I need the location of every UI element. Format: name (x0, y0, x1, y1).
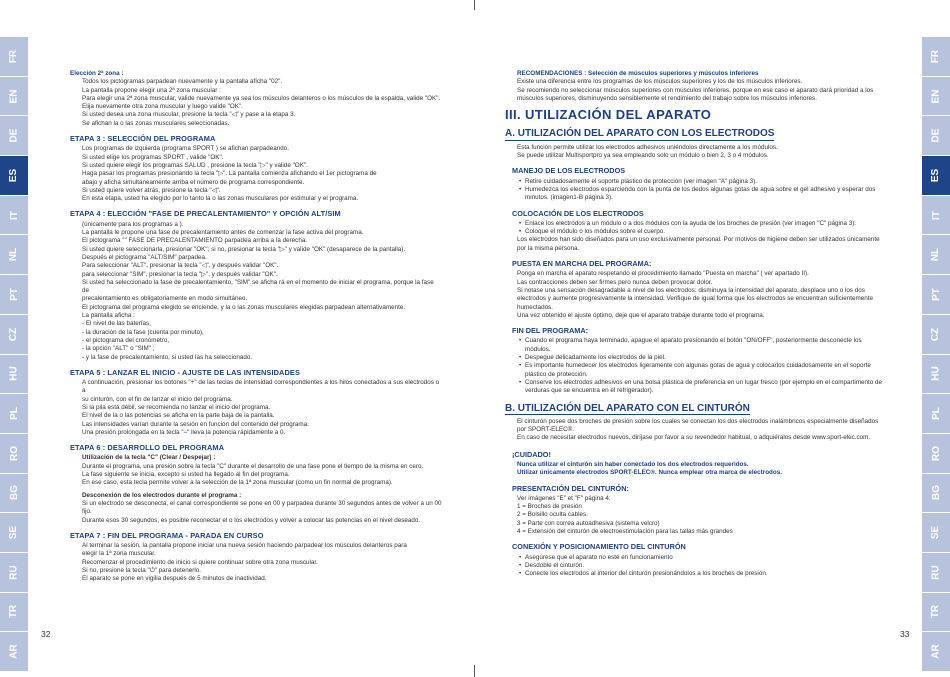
etapa3-title: ETAPA 3 : SELECCIÓN DEL PROGRAMA (70, 134, 216, 144)
text-line: 1 = Broches de presión (517, 503, 582, 511)
text-line: para seleccionar "SIM", presionar la tecla "▷", y después validar "OK". (82, 270, 278, 278)
language-tab-label: DE (930, 128, 942, 143)
language-tab-label: PL (930, 407, 942, 420)
language-tab-nl-left[interactable] (0, 235, 28, 275)
text-line: Nunca utilizar el cinturón sin haber conectado los dos electrodos requeridos. (517, 460, 749, 468)
text-line: Una presión prolongada en la tecla "–" lleva la potencia rápidamente a 0. (82, 428, 286, 436)
page-number-left: 32 (41, 629, 51, 639)
text-line: Si no, presione la tecla "⏻" para detenerlo. (82, 567, 202, 575)
language-tab-label: BG (930, 485, 942, 501)
language-tab-fr-left[interactable] (0, 37, 28, 77)
text-line: Para elegir una 2ª zona muscular, valide nuevamente ya sea los músculos delanteros o los músculos de la espalda, valide "OK". (82, 94, 441, 102)
text-line: Utilizar únicamente electrodos SPORT-ELEC®. Nunca emplear otra marca de electrodos. (517, 469, 782, 477)
language-tab-ro-left[interactable] (0, 434, 28, 474)
fin-list (505, 337, 885, 395)
list-item: • Es importante humedecer los electrodos ligeramente con algunas gotas de agua y colocarlos cuidadosamente en el soporte plástico de protección. (525, 362, 885, 379)
language-tab-label: EN (930, 89, 942, 103)
language-tab-label: RU (930, 565, 942, 580)
recommendations-title: RECOMENDACIONES : Selección de músculos superiores y músculos inferiores (517, 70, 759, 77)
text-line: La pantalla aficha : (82, 312, 135, 320)
text-line: - El nivel de las baterías, (82, 320, 151, 328)
page-number-right: 33 (900, 629, 910, 639)
list-item: • Enlace los electrodos a un módulo o a dos módulos con la ayuda de los broches de presión (ver imagen "C" página 3). (525, 220, 885, 228)
language-tab-hu-right[interactable] (922, 355, 950, 395)
language-tab-ro-right[interactable] (922, 434, 950, 474)
text-line: Elija nuevamente otra zona muscular y luego valide "OK". (82, 103, 243, 111)
conexion-list (505, 554, 885, 579)
language-tab-hu-left[interactable] (0, 355, 28, 395)
language-tab-label: BG (8, 485, 20, 501)
etapa4-title: ETAPA 4 : ELECCIÓN "FASE DE PRECALENTAMIENTO" Y OPCIÓN ALT/SIM (70, 209, 341, 219)
text-line: Los programas de izquierda (programa SPORT ) se afichan parpadeando. (82, 145, 289, 153)
text-line: Si notase una sensación desagradable a nivel de los electrodos: disminuya la intensidad del aparato, desplace uno o los dos electrodos y aumente progresivamente la intensidad. Verifique de igual forma que los electrodos se encuentran suficientemente humectados. (517, 286, 873, 311)
text-line: 3 = Parte con correa autoadhesiva (sistema velcro) (517, 519, 660, 527)
list-item: • Asegúrese que el aparato no esté en funcionamiento (525, 554, 885, 562)
text-line: El cinturón posee dos broches de presión sobre los cuales se conectan los dos electrodos inalámbricos especialmente diseñados por SPORT-ELEC®. (517, 417, 879, 434)
language-tab-label: ES (8, 168, 20, 183)
text-line: - y la fase de precalentamiento, si usted las ha seleccionado. (82, 353, 253, 361)
language-tab-tr-right[interactable] (922, 593, 950, 633)
language-tab-ru-left[interactable] (0, 553, 28, 593)
text-line: su cinturón, con el fin de lanzar el inicio del programa. (82, 395, 233, 403)
text-line: La pantalla propone elegir una 2ª zona muscular : (82, 86, 221, 94)
text-line: Si usted quiere seleccionarla, presionar "OK"; si no, presionar la tecla "▷" y valide "OK" (desaparece de la pantalla). (82, 245, 406, 253)
puesta-text (517, 270, 885, 320)
etapa3-text (82, 145, 442, 203)
text-line: (únicamente para los programas a ). (82, 220, 184, 228)
language-tab-label: AR (930, 644, 942, 659)
text-line: Se afichan la o las zonas musculares seleccionadas. (82, 119, 230, 127)
text-line: Se recomiendo no seleccionar músculos superiores con músculos inferiores, porque en ese caso el aparato dará prioridad a los (517, 86, 874, 94)
language-tab-ar-right[interactable] (922, 632, 950, 672)
text-line: Se puede utilizar Multisportpro ya sea empleando solo un módulo o bien 2, 3 o 4 módulos. (517, 152, 769, 160)
section-b-title: B. UTILIZACIÓN DEL APARATO CON EL CINTURÓN (505, 402, 750, 414)
language-tab-en-left[interactable] (0, 77, 28, 117)
colocacion-note: Los electrodos han sido diseñados para un uso exclusivamente personal. Por motivos de higiene deben ser utilizados únicamente por la misma persona. (517, 236, 880, 252)
colocacion-list (505, 220, 885, 237)
text-line: En esta etapa, usted ha elegido por lo tanto la o las zonas musculares por estimular y el programa. (82, 195, 359, 203)
right-page-content (505, 70, 885, 579)
language-tab-se-right[interactable] (922, 513, 950, 553)
etapa6-text-clear (82, 463, 442, 488)
language-tab-cz-left[interactable] (0, 315, 28, 355)
text-line: El aparato se pone en vigilia después de 5 minutos de inactividad. (82, 575, 267, 583)
conexion-title: CONEXIÓN Y POSICIONAMIENTO DEL CINTURÓN (512, 542, 686, 552)
language-tab-label: CZ (930, 327, 942, 341)
language-tab-es-left[interactable] (0, 156, 28, 196)
section-a-title: A. UTILIZACIÓN DEL APARATO CON LOS ELECTRODOS (505, 128, 775, 140)
list-item: • Desdoble el cinturón. (525, 562, 885, 570)
list-item: • Coloque el módulo o los módulos sobre el cuerpo. (525, 228, 885, 236)
section-a-text (517, 144, 885, 161)
list-item: • Cuando el programa haya terminado, apague el aparato presionando el botón "ON/OFF", posteriormente desconecte los módulos. (525, 337, 885, 354)
list-item: • Despegue delicadamente los electrodos de la piel. (525, 354, 885, 362)
language-tab-it-left[interactable] (0, 196, 28, 236)
language-tab-de-left[interactable] (0, 116, 28, 156)
text-line: Durante esos 30 segundos, es posible reconectar el o los electrodos y volver a colocar las potencias en el nivel deseado. (82, 516, 421, 524)
text-line: Ver imágenes "E" et "F" página 4: (517, 494, 611, 502)
etapa5-title: ETAPA 5 : LANZAR EL INICIO - AJUSTE DE LAS INTENSIDADES (70, 367, 300, 377)
text-line: - el pictograma del cronómetro, (82, 336, 170, 344)
language-tab-ru-right[interactable] (922, 553, 950, 593)
text-line: abajo y aficha simultáneamente arriba el número de programa correspondiente. (82, 178, 305, 186)
etapa6-text-disconnect (82, 500, 442, 525)
language-tab-se-left[interactable] (0, 513, 28, 553)
language-tab-label: PT (930, 288, 942, 301)
text-line: En ese caso, esta tecla permite volver a la selección de la 1ª zona muscular (como un fin normal de programa). (82, 479, 393, 487)
language-tab-es-right[interactable] (922, 156, 950, 196)
cuidado-text (517, 461, 885, 478)
text-line: Haga pasar los programas presionando la tecla "▷". La pantalla comienza afichando el 1er pictograma de (82, 170, 377, 178)
language-tab-pt-left[interactable] (0, 275, 28, 315)
language-tab-pt-right[interactable] (922, 275, 950, 315)
language-tab-label: SE (8, 525, 20, 540)
language-tab-tr-left[interactable] (0, 593, 28, 633)
language-tab-label: FR (8, 49, 20, 64)
language-tab-label: NL (930, 248, 942, 262)
language-tabs-left (0, 37, 28, 672)
text-line: Ponga en marcha el aparato respetando el procedimiento llamado "Puesta en marcha" ( ver apartado II). (517, 270, 809, 278)
text-line: Al terminar la sesión, la pantalla propone iniciar una nueva sesión haciendo parpadear los músculos delanteros para (82, 542, 407, 550)
left-page-content (70, 70, 442, 584)
text-line: Existe una diferencia entre los programas de los músculos superiores y los de los músculos inferiores. (517, 78, 803, 86)
list-item: • Retire cuidadosamente el soporte plástico de protección (ver imagen "A" página 3). (525, 178, 885, 186)
etapa7-title: ETAPA 7 : FIN DEL PROGRAMA - PARADA EN CURSO (70, 530, 264, 540)
list-item: • Humedezca los electrodos esparciendo con la punta de los dedos algunas gotas de agua sobre el gel adhesivo y esperar dos minutos. (imagen1-B página 3). (525, 186, 885, 203)
language-tab-pl-right[interactable] (922, 394, 950, 434)
language-tab-label: RO (930, 445, 942, 461)
text-line: En caso de necesitar electrodos nuevos, diríjase por favor a su revendedor habitual, o adquiéralos desde www.sport-elec.com. (517, 434, 871, 442)
language-tab-label: AR (8, 644, 20, 659)
language-tab-label: RO (8, 445, 20, 461)
language-tab-label: PL (8, 407, 20, 420)
text-line: Una vez obtenido el ajuste óptimo, deje que el aparato trabaje durante todo el programa. (517, 311, 765, 319)
language-tab-bg-right[interactable] (922, 474, 950, 514)
etapa5-text (82, 379, 442, 437)
text-line: Si la pila está débil, se recomienda no lanzar el inicio del programa. (82, 403, 271, 411)
language-tab-label: ES (930, 168, 942, 183)
etapa6-title: ETAPA 6 : DESARROLLO DEL PROGRAMA (70, 443, 225, 453)
language-tab-de-right[interactable] (922, 116, 950, 156)
text-line: Esta función permite utilizar los electrodos adhesivos uniéndolos directamente a los módulos. (517, 143, 778, 151)
crop-mark-top (474, 0, 475, 10)
text-line: Después el pictograma "ALT/SIM" parpadea. (82, 253, 207, 261)
puesta-title: PUESTA EN MARCHA DEL PROGRAMA: (512, 259, 652, 269)
text-line: El pictograma "" FASE DE PRECALENTAMIENTO parpadea arriba a la derecha. (82, 237, 308, 245)
recommendations-text (517, 78, 885, 103)
language-tabs-right (922, 37, 950, 672)
text-line: 4 = Extensión del cinturón de electroestimulación para las tallas más grandes (517, 528, 733, 536)
language-tab-label: IT (8, 210, 20, 220)
language-tab-pl-left[interactable] (0, 394, 28, 434)
list-item: • Conecte los electrodos al interior del cinturón presionándolos a los broches de presión. (525, 570, 885, 578)
language-tab-label: EN (8, 89, 20, 103)
main-section-title: III. UTILIZACIÓN DEL APARATO (505, 107, 712, 123)
text-line: Las intensidades varían durante la sesión en función del contenido del programa. (82, 420, 309, 428)
presentacion-title: PRESENTACIÓN DEL CINTURÓN: (512, 483, 629, 493)
text-line: Si usted desea una zona muscular, presione la tecla "◁" y pase a la etapa 3. (82, 111, 296, 119)
etapa6-subtitle-disconnect: Desconexión de los electrodos durante el programa : (82, 491, 242, 499)
text-line: - la opción "ALT" o "SIM" ; (82, 345, 155, 353)
language-tab-label: FR (930, 49, 942, 64)
language-tab-label: CZ (8, 327, 20, 341)
text-line: Las contracciones deben ser firmes pero nunca deben provocar dolor. (517, 278, 713, 286)
language-tab-cz-right[interactable] (922, 315, 950, 355)
text-line: El pictograma del programa elegido se enciende, y la o las zonas musculares elegidas parpadean alternativamente. (82, 303, 406, 311)
text-line: músculos superiores, disminuyendo sensiblemente el rendimiento del trabajo sobre los músculos inferiores. (517, 94, 817, 102)
language-tab-label: IT (930, 210, 942, 220)
text-line: 2 = Bolsillo oculta cables. (517, 511, 588, 519)
text-line: Si usted elige los programas SPORT , valide "OK". (82, 153, 224, 161)
text-line: Para seleccionar "ALT", presionar la tecla "◁", y después validar "OK". (82, 262, 279, 270)
text-line: elegir la 1ª zona muscular. (82, 550, 156, 558)
etapa6-subtitle-clear: Utilización de la tecla "C" (Clear / Despejar) : (82, 454, 216, 462)
language-tab-nl-right[interactable] (922, 235, 950, 275)
text-line: Si usted ha seleccionado la fase de precalentamiento, "SIM" se aficha rá en el momento de iniciar el programa, porque la fase de (82, 278, 434, 295)
text-line: Recomenzar el procedimiento de inicio si quiere continuar sobre otra zona muscular. (82, 558, 318, 566)
zona2-title: Elección 2ª zona : (70, 70, 124, 77)
list-item: • Conserve los electrodos adhesivos en una bolsa plástica de preferencia en un lugar fresco (por ejemplo en el compartimento de verduras que se encuentra en el refrigerador). (525, 379, 885, 396)
text-line: Si un electrodo se desconecta, el canal correspondiente se pone en 00 y parpadea durante 30 segundos antes de volver a un 00 fijo. (82, 499, 442, 516)
language-tab-en-right[interactable] (922, 77, 950, 117)
zona2-text (82, 78, 442, 128)
crop-mark-bottom (474, 665, 475, 677)
text-line: La fase siguiente se inicia, excepto si usted ha llegado al fin del programa. (82, 471, 290, 479)
text-line: Si usted quiere volver atrás, presione la tecla "◁". (82, 186, 221, 194)
section-b-text (517, 418, 885, 443)
fin-title: FIN DEL PROGRAMA: (512, 326, 589, 336)
language-tab-label: TR (930, 605, 942, 619)
language-tab-label: TR (8, 605, 20, 619)
text-line: La pantalla le propone una fase de precalentamiento antes de comenzar la fase activa del programa. (82, 229, 364, 237)
text-line: El nivel de la o las potencias se aficha en la parte baja de la pantalla. (82, 412, 275, 420)
language-tab-fr-right[interactable] (922, 37, 950, 77)
manejo-list (505, 178, 885, 203)
etapa4-text (82, 221, 442, 362)
language-tab-label: SE (930, 525, 942, 540)
text-line: Si usted quiere elegir los programas SALUD , presione la tecla "▷" y valide "OK". (82, 161, 308, 169)
language-tab-label: RU (8, 565, 20, 580)
language-tab-label: NL (8, 248, 20, 262)
language-tab-bg-left[interactable] (0, 474, 28, 514)
language-tab-label: DE (8, 128, 20, 143)
language-tab-label: HU (930, 366, 942, 382)
manejo-title: MANEJO DE LOS ELECTRODOS (512, 166, 626, 176)
language-tab-it-right[interactable] (922, 196, 950, 236)
language-tab-ar-left[interactable] (0, 632, 28, 672)
text-line: - la duración de la fase (cuenta por minuto), (82, 328, 204, 336)
text-line: precalentamiento es obligatoriamente en modo simultáneo. (82, 295, 248, 303)
presentacion-text (517, 495, 885, 536)
cuidado-title: ¡CUIDADO! (512, 449, 551, 459)
etapa7-text (82, 542, 442, 583)
text-line: Durante el programa, una presión sobre la tecla "C" durante el desarrollo de una fase pone el tiempo de la misma en cero. (82, 462, 424, 470)
colocacion-title: COLOCACIÓN DE LOS ELECTRODOS (512, 208, 644, 218)
language-tab-label: PT (8, 288, 20, 301)
text-line: A continuación, presionar los botones "+" de las teclas de intensidad correspondientes a los hilos conectados a sus electrodos o a (82, 379, 440, 395)
language-tab-label: HU (8, 366, 20, 382)
text-line: Todos los pictogramas parpadean nuevamente y la pantalla afícha "02". (82, 78, 283, 86)
